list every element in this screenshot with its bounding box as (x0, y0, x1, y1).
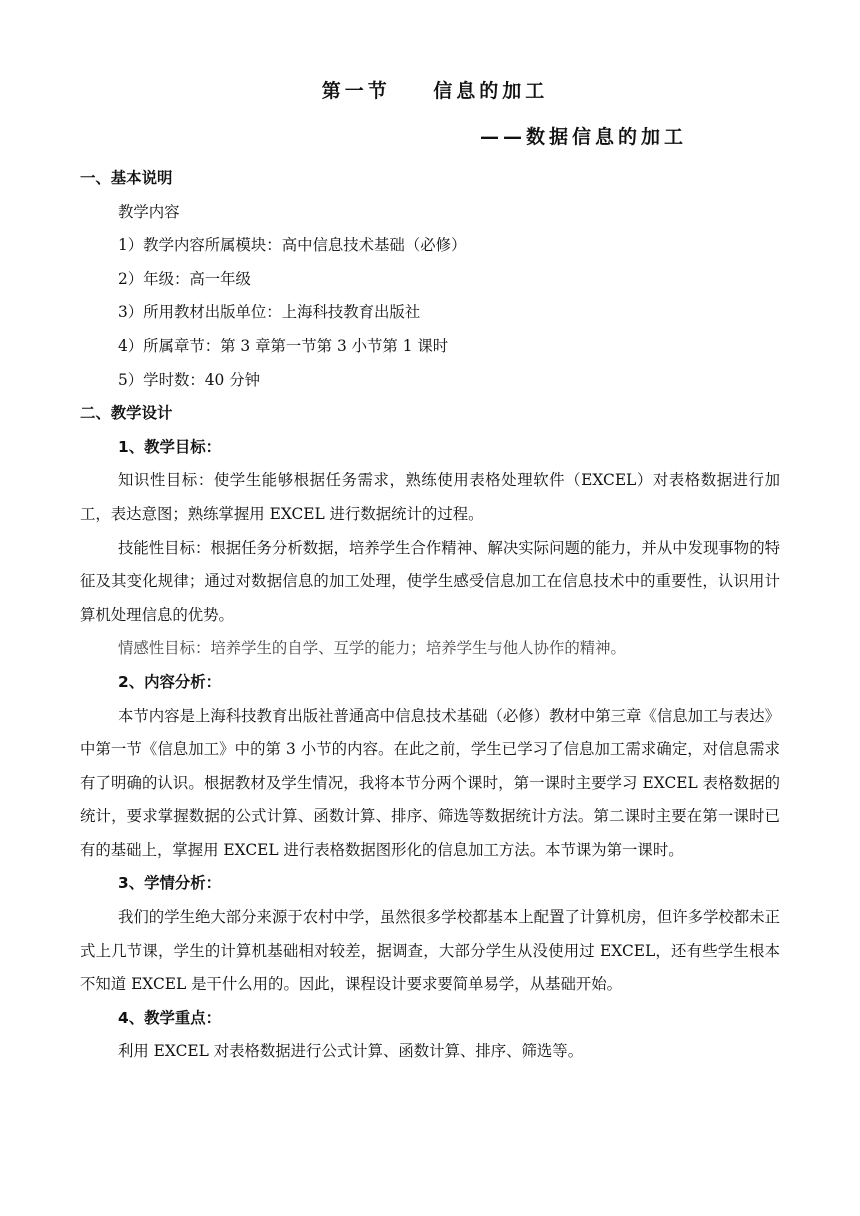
basic-item-module: 1）教学内容所属模块：高中信息技术基础（必修） (118, 236, 467, 255)
subheading-content-analysis: 2、内容分析： (118, 672, 222, 691)
doc-subtitle: ——数据信息的加工 (480, 126, 688, 148)
basic-item-chapter: 4）所属章节：第 3 章第一节第 3 小节第 1 课时 (118, 336, 449, 355)
subheading-objectives: 1、教学目标： (118, 437, 222, 456)
basic-item-grade: 2）年级：高一年级 (118, 269, 251, 288)
section-heading-basic: 一、基本说明 (80, 169, 173, 187)
section-heading-design: 二、教学设计 (80, 404, 173, 423)
objective-knowledge: 知识性目标：使学生能够根据任务需求，熟练使用表格处理软件（EXCEL）对表格数据进行加工，表达意图；熟练掌握用 EXCEL 进行数据统计的过程。 (80, 471, 780, 523)
subheading-key-points: 4、教学重点： (118, 1008, 222, 1027)
basic-item-hours: 5）学时数：40 分钟 (118, 370, 261, 389)
teaching-content-label: 教学内容 (118, 202, 180, 221)
objective-skill: 技能性目标：根据任务分析数据，培养学生合作精神、解决实际问题的能力，并从中发现事物的特征及其变化规律；通过对数据信息的加工处理，使学生感受信息加工在信息技术中的重要性，认识用计算机处理信息的优势。 (80, 538, 780, 624)
key-points-text: 利用 EXCEL 对表格数据进行公式计算、函数计算、排序、筛选等。 (118, 1042, 584, 1061)
basic-item-publisher: 3）所用教材出版单位：上海科技教育出版社 (118, 303, 421, 322)
learner-analysis-text: 我们的学生绝大部分来源于农村中学，虽然很多学校都基本上配置了计算机房，但许多学校都未正式上几节课，学生的计算机基础相对较差，据调查，大部分学生从没使用过 EXCEL，还有些学生根本不知道 EXCEL 是干什么用的。因此，课程设计要求要简单易学，从基础开始。 (80, 908, 780, 994)
objective-emotion: 情感性目标：培养学生的自学、互学的能力；培养学生与他人协作的精神。 (118, 639, 626, 658)
doc-body (80, 162, 780, 1069)
content-analysis-text: 本节内容是上海科技教育出版社普通高中信息技术基础（必修）教材中第三章《信息加工与表达》中第一节《信息加工》中的第 3 小节的内容。在此之前，学生已学习了信息加工需求确定，对信息需求有了明确的认识。根据教材及学生情况，我将本节分两个课时，第一课时主要学习 EXCEL 表格数据的统计，要求掌握数据的公式计算、函数计算、排序、筛选等数据统计方法。第二课时主要在第一课时已有的基础上，掌握用 EXCEL 进行表格数据图形化的信息加工方法。本节课为第一课时。 (80, 706, 780, 859)
doc-title: 第一节 信息的加工 (321, 80, 549, 102)
subheading-learner-analysis: 3、学情分析： (118, 874, 222, 893)
